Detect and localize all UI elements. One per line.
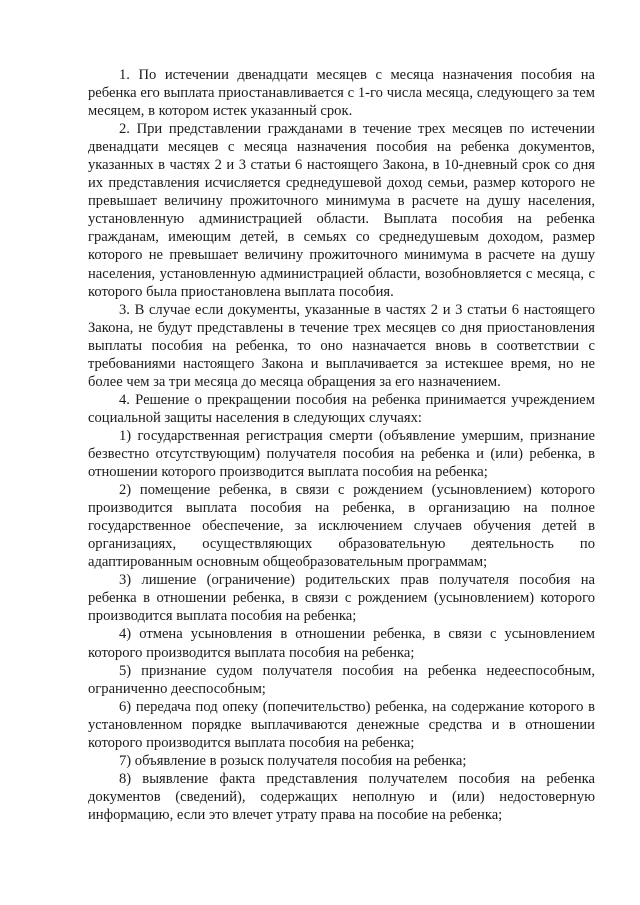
paragraph-4: 4. Решение о прекращении пособия на ребенка принимается учреждением социальной защиты населения в следующих случаях: [88,391,595,426]
list-item-2: 2) помещение ребенка, в связи с рождением (усыновлением) которого производится выплата пособия на ребенка, в организацию на полное государственное обеспечение, за исключением случаев обучения детей в организациях, осуществляющих образовательную деятельность по адаптированным основным общеобразовательным программам; [88,482,595,571]
list-item-6: 6) передача под опеку (попечительство) ребенка, на содержание которого в установленном порядке выплачиваются денежные средства и в отношении которого производится выплата пособия на ребенка; [88,698,595,751]
list-item-5: 5) признание судом получателя пособия на ребенка недееспособным, ограниченно дееспособным; [88,662,595,697]
paragraph-3: 3. В случае если документы, указанные в частях 2 и 3 статьи 6 настоящего Закона, не будут представлены в течение трех месяцев со дня приостановления выплаты пособия на ребенка, то оно назначается вновь в соответствии с требованиями настоящего Закона и выплачивается за истекшее время, но не более чем за три месяца до месяца обращения за его назначением. [88,301,595,390]
list-item-4: 4) отмена усыновления в отношении ребенка, в связи с усыновлением которого производится выплата пособия на ребенка; [88,626,595,661]
paragraph-1: 1. По истечении двенадцати месяцев с месяца назначения пособия на ребенка его выплата приостанавливается с 1-го числа месяца, следующего за тем месяцем, в котором истек указанный срок. [88,67,595,120]
list-item-1: 1) государственная регистрация смерти (объявление умершим, признание безвестно отсутствующим) получателя пособия на ребенка и (или) ребенка, в отношении которого производится выплата пособия на ребенка; [88,427,595,481]
paragraph-2: 2. При представлении гражданами в течение трех месяцев по истечении двенадцати месяцев с месяца назначения пособия на ребенка документов, указанных в частях 2 и 3 статьи 6 настоящего Закона, в 10-дневный срок со дня их представления исчисляется среднедушевой доход семьи, размер которого не превышает величину прожиточного минимума в расчете на душу населения, установленную администрацией области. Выплата пособия на ребенка гражданам, имеющим детей, в семьях со среднедушевым доходом, размер которого не превышает величину прожиточного минимума в расчете на душу населения, установленную администрацией области, возобновляется с месяца, с которого была приостановлена выплата пособия. [88,121,595,300]
document-page [88,66,595,824]
list-item-7: 7) объявление в розыск получателя пособия на ребенка; [119,752,467,769]
list-item-3: 3) лишение (ограничение) родительских прав получателя пособия на ребенка в отношении ребенка, в связи с рождением (усыновлением) которого производится выплата пособия на ребенка; [88,572,595,625]
list-item-8: 8) выявление факта представления получателем пособия на ребенка документов (сведений), содержащих неполную и (или) недостоверную информацию, если это влечет утрату права на пособие на ребенка; [88,770,595,823]
